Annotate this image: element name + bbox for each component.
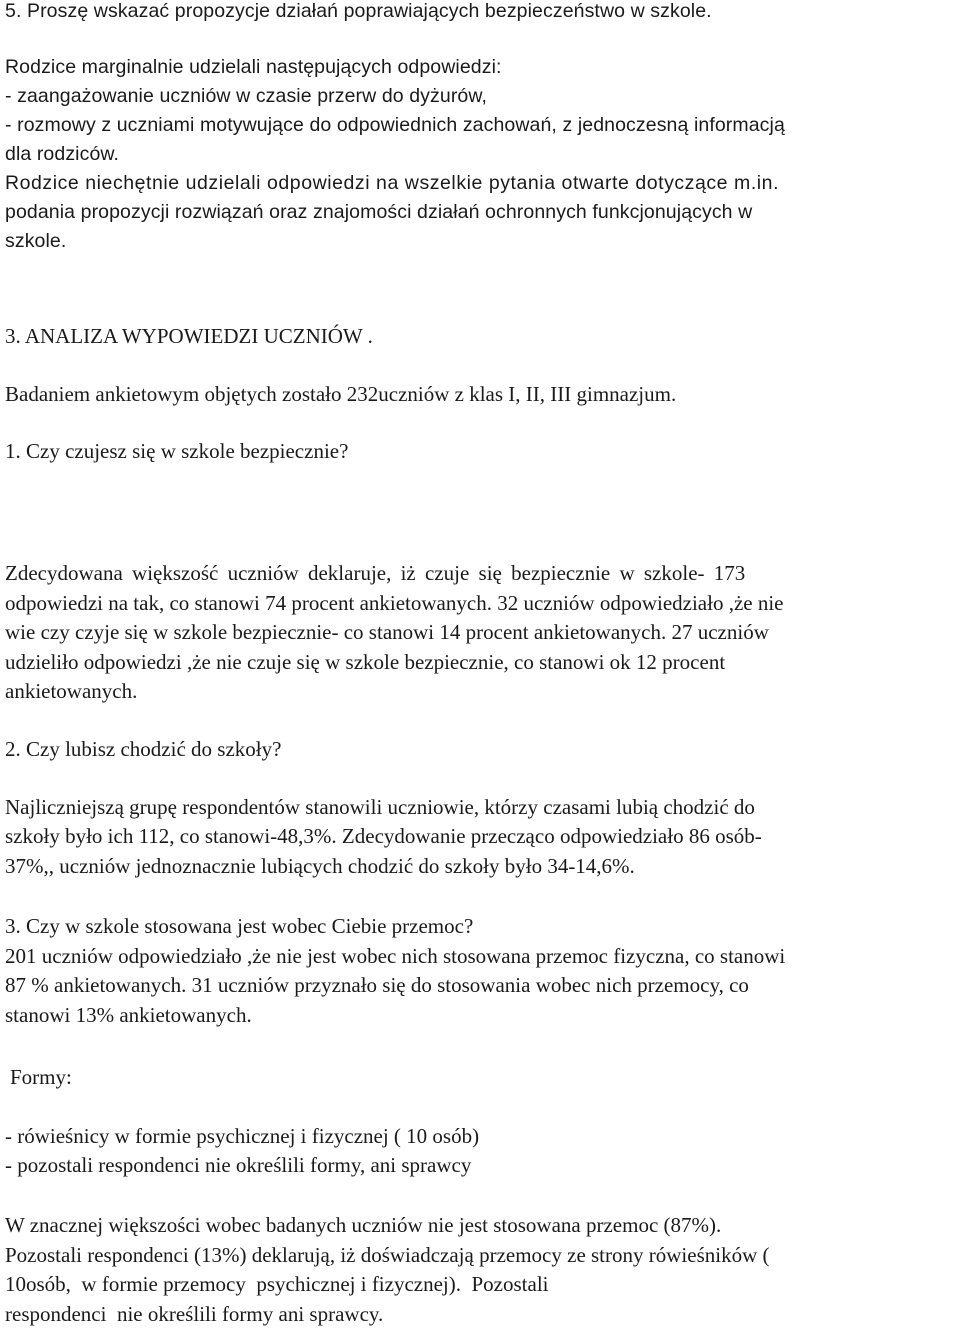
parents-intro: Rodzice marginalnie udzielali następujących odpowiedzi: — [5, 56, 502, 78]
answer-line: wie czy czyje się w szkole bezpiecznie- co stanowi 14 procent ankietowanych. 27 uczniów — [5, 620, 769, 644]
question-2-block — [5, 735, 957, 881]
question-1-answer — [5, 559, 957, 707]
answer-line: 201 uczniów odpowiedziało ,że nie jest wobec nich stosowana przemoc fizyczna, co stanowi — [5, 943, 786, 968]
forms-label: Formy: — [10, 1065, 72, 1089]
question-1: 1. Czy czujesz się w szkole bezpiecznie? — [5, 439, 349, 463]
parents-section — [5, 0, 955, 256]
parents-reluctant-text: podania propozycji rozwiązań oraz znajomości działań ochronnych funkcjonujących w — [5, 201, 753, 223]
forms-item: - rówieśnicy w formie psychicznej i fizycznej ( 10 osób) — [5, 1123, 480, 1148]
answer-line: Najliczniejszą grupę respondentów stanowili uczniowie, którzy czasami lubią chodzić do — [5, 794, 755, 819]
answer-line: odpowiedzi na tak, co stanowi 74 procent ankietowanych. 32 uczniów odpowiedziało ,że nie — [5, 590, 784, 615]
answer-line: udzieliło odpowiedzi ,że nie czuje się w szkole bezpiecznie, co stanowi ok 12 procent — [5, 649, 726, 674]
summary-line: respondenci nie określili formy ani sprawcy. — [5, 1301, 384, 1326]
answer-line: szkoły było ich 112, co stanowi-48,3%. Zdecydowanie przecząco odpowiedziało 86 osób- — [5, 824, 762, 848]
answer-line: 87 % ankietowanych. 31 uczniów przyznało się do stosowania wobec nich przemocy, co — [5, 973, 749, 997]
section-heading: 3. ANALIZA WYPOWIEDZI UCZNIÓW . — [5, 324, 373, 348]
parents-answer-item: - zaangażowanie uczniów w czasie przerw do dyżurów, — [5, 85, 487, 107]
summary-line: 10osób, w formie przemocy psychicznej i fizycznej). Pozostali — [5, 1272, 549, 1296]
question-3: 3. Czy w szkole stosowana jest wobec Ciebie przemoc? — [5, 914, 474, 938]
answer-line: stanowi 13% ankietowanych. — [5, 1002, 252, 1027]
question-2: 2. Czy lubisz chodzić do szkoły? — [5, 737, 282, 761]
answer-line: ankietowanych. — [5, 679, 138, 703]
survey-intro: Badaniem ankietowym objętych zostało 232uczniów z klas I, II, III gimnazjum. — [5, 381, 677, 406]
parents-reluctant-text: Rodzice niechętnie udzielali odpowiedzi na wszelkie pytania otwarte dotyczące m.in. — [5, 172, 780, 194]
answer-line: 37%,, uczniów jednoznacznie lubiących chodzić do szkoły było 34-14,6%. — [5, 853, 635, 878]
forms-block — [5, 1063, 957, 1181]
question-5-heading: 5. Proszę wskazać propozycje działań poprawiających bezpieczeństwo w szkole. — [5, 0, 712, 22]
parents-answer-item: - rozmowy z uczniami motywujące do odpowiednich zachowań, z jednoczesną informacją — [5, 114, 785, 136]
question-3-block — [5, 912, 960, 1030]
summary-line: W znacznej większości wobec badanych uczniów nie jest stosowana przemoc (87%). — [5, 1213, 722, 1237]
answer-line: Zdecydowana większość uczniów deklaruje, iż czuje się bezpiecznie w szkole- 173 — [5, 561, 746, 585]
students-section — [5, 322, 957, 467]
parents-reluctant-text: szkole. — [5, 230, 67, 252]
summary-block — [5, 1211, 957, 1329]
forms-item: - pozostali respondenci nie określili formy, ani sprawcy — [5, 1153, 472, 1177]
summary-line: Pozostali respondenci (13%) deklarują, iż doświadczają przemocy ze strony rówieśników ( — [5, 1242, 770, 1267]
parents-answer-item-continuation: dla rodziców. — [5, 143, 120, 165]
